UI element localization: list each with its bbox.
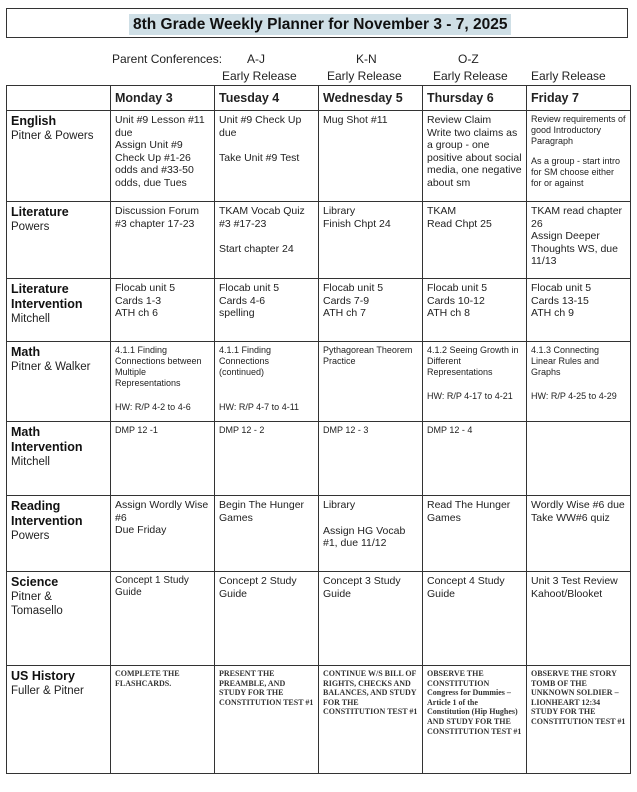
day-cell: [111, 496, 215, 572]
cell-text: Discussion Forum #3 chapter 17-23: [115, 205, 200, 230]
day-cell: [423, 496, 527, 572]
day-cell: [423, 111, 527, 202]
cell-text: Pythagorean Theorem Practice: [323, 345, 413, 366]
cell-text: Concept 3 Study Guide: [323, 575, 401, 600]
subject-teacher: Fuller & Pitner: [11, 685, 84, 697]
day-cell: [215, 202, 319, 279]
day-cell: [215, 342, 319, 422]
cell-text: Flocab unit 5 Cards 7-9 ATH ch 7: [323, 282, 384, 320]
subject-row-math: [7, 342, 631, 422]
subject-name: US History: [11, 669, 75, 683]
cell-text: Concept 1 Study Guide: [115, 575, 189, 598]
early-release-wednesday: Early Release: [327, 69, 402, 83]
header-row: [7, 86, 631, 111]
cell-text: Unit 3 Test Review Kahoot/Blooket: [531, 575, 618, 600]
subject-row-us-history: [7, 666, 631, 774]
cell-text: 4.1.1 Finding Connections between Multiple Representations: [115, 345, 202, 388]
day-header-wednesday: Wednesday 5: [319, 86, 423, 111]
day-cell: [215, 572, 319, 666]
conference-group-k-n: K-N: [356, 52, 377, 66]
day-cell: [423, 279, 527, 342]
day-header-friday: Friday 7: [527, 86, 631, 111]
subject-teacher: Mitchell: [11, 313, 50, 325]
subject-name: Science: [11, 575, 59, 589]
day-header-tuesday: Tuesday 4: [215, 86, 319, 111]
day-cell: [319, 279, 423, 342]
cell-text: OBSERVE THE STORY TOMB OF THE UNKNOWN SOLDIER –LIONHEART 12:34 STUDY FOR THE CONSTITUTION TEST #1: [531, 669, 626, 726]
day-cell: [423, 572, 527, 666]
subject-cell: [7, 496, 111, 572]
day-cell: [527, 279, 631, 342]
conference-group-o-z: O-Z: [458, 52, 479, 66]
subject-teacher: Powers: [11, 530, 50, 542]
subject-cell: [7, 666, 111, 774]
day-cell: [215, 111, 319, 202]
cell-text: HW: R/P 4-7 to 4-11: [219, 402, 300, 412]
subject-name: English: [11, 114, 57, 128]
subject-cell: [7, 572, 111, 666]
subject-row-math-intervention: [7, 422, 631, 496]
cell-text: Assign HG Vocab #1, due 11/12: [323, 524, 406, 550]
day-cell: [527, 422, 631, 496]
day-cell: [423, 342, 527, 422]
cell-text: Review requirements of good Introductory Paragraph: [531, 114, 626, 146]
cell-text: OBSERVE THE CONSTITUTION Congress for Dummies – Article 1 of the Constitution (Hip Hughes) AND STUDY FOR THE CONSTITUTION TEST #1: [427, 669, 522, 736]
day-cell: [319, 202, 423, 279]
planner-table: [6, 85, 631, 774]
day-cell: [319, 572, 423, 666]
cell-text: Concept 2 Study Guide: [219, 575, 297, 600]
cell-text: Library Finish Chpt 24: [323, 205, 391, 230]
subject-teacher: Pitner & Powers: [11, 130, 94, 142]
day-cell: [527, 111, 631, 202]
subject-teacher: Pitner & Walker: [11, 361, 91, 373]
cell-text: Review Claim Write two claims as a group - one positive about social media, one negative about sm: [427, 114, 522, 189]
early-release-thursday: Early Release: [433, 69, 508, 83]
day-cell: [527, 342, 631, 422]
day-cell: [319, 666, 423, 774]
day-cell: [111, 111, 215, 202]
cell-text: DMP 12 - 4: [427, 425, 473, 435]
cell-text: TKAM Read Chpt 25: [427, 205, 492, 230]
day-cell: [527, 496, 631, 572]
subject-row-reading-intervention: [7, 496, 631, 572]
cell-text: Flocab unit 5 Cards 10-12 ATH ch 8: [427, 282, 488, 320]
day-cell: [423, 422, 527, 496]
day-cell: [111, 572, 215, 666]
conference-group-a-j: A-J: [247, 52, 265, 66]
subject-name: Literature Intervention: [11, 282, 83, 311]
subject-name: Math Intervention: [11, 425, 83, 454]
header-corner: [7, 86, 111, 111]
cell-text: HW: R/P 4-2 to 4-6: [115, 402, 191, 412]
subject-cell: [7, 279, 111, 342]
cell-text: DMP 12 - 3: [323, 425, 369, 435]
cell-text: TKAM Vocab Quiz #3 #17-23: [219, 205, 305, 230]
cell-text: Mug Shot #11: [323, 114, 388, 126]
day-cell: [111, 666, 215, 774]
cell-text: Flocab unit 5 Cards 13-15 ATH ch 9: [531, 282, 592, 320]
day-header-thursday: Thursday 6: [423, 86, 527, 111]
cell-text: Start chapter 24: [219, 243, 294, 256]
cell-text: HW: R/P 4-25 to 4-29: [531, 391, 617, 401]
day-cell: [423, 666, 527, 774]
cell-text: DMP 12 - 2: [219, 425, 265, 435]
cell-text: Concept 4 Study Guide: [427, 575, 505, 600]
day-cell: [111, 202, 215, 279]
cell-text: Read The Hunger Games: [427, 499, 511, 524]
cell-text: HW: R/P 4-17 to 4-21: [427, 391, 513, 401]
day-cell: [423, 202, 527, 279]
subject-teacher: Pitner & Tomasello: [11, 591, 63, 617]
cell-text: Flocab unit 5 Cards 4-6 spelling: [219, 282, 280, 320]
cell-text: As a group - start intro for SM choose either for or against: [531, 156, 621, 188]
cell-text: Unit #9 Lesson #11 due Assign Unit #9 Check Up #1-26 odds and #33-50 odds, due Tues: [115, 114, 205, 189]
day-cell: [215, 496, 319, 572]
cell-text: COMPLETE THE FLASHCARDS.: [115, 669, 180, 688]
day-cell: [215, 666, 319, 774]
early-release-friday: Early Release: [531, 69, 606, 83]
cell-text: Take Unit #9 Test: [219, 152, 300, 165]
subject-cell: [7, 422, 111, 496]
day-header-monday: Monday 3: [111, 86, 215, 111]
day-cell: [215, 279, 319, 342]
cell-text: 4.1.3 Connecting Linear Rules and Graphs: [531, 345, 600, 377]
subject-teacher: Powers: [11, 221, 50, 233]
day-cell: [319, 496, 423, 572]
subject-name: Reading Intervention: [11, 499, 83, 528]
cell-text: TKAM read chapter 26 Assign Deeper Thoughts WS, due 11/13: [531, 205, 623, 268]
subject-row-literature-intervention: [7, 279, 631, 342]
cell-text: Flocab unit 5 Cards 1-3 ATH ch 6: [115, 282, 176, 320]
subject-row-english: [7, 111, 631, 202]
day-cell: [215, 422, 319, 496]
day-cell: [319, 422, 423, 496]
cell-text: Unit #9 Check Up due: [219, 114, 302, 139]
day-cell: [527, 572, 631, 666]
subject-cell: [7, 111, 111, 202]
subject-teacher: Mitchell: [11, 456, 50, 468]
subject-row-literature: [7, 202, 631, 279]
day-cell: [527, 666, 631, 774]
parent-conferences-label: Parent Conferences:: [112, 52, 223, 66]
page-title: 8th Grade Weekly Planner for November 3 - 7, 2025: [129, 14, 511, 35]
day-cell: [527, 202, 631, 279]
cell-text: CONTINUE W/S BILL OF RIGHTS, CHECKS AND BALANCES, AND STUDY FOR THE CONSTITUTION TEST #1: [323, 669, 418, 717]
cell-text: Wordly Wise #6 due Take WW#6 quiz: [531, 499, 625, 524]
cell-text: Assign Wordly Wise #6 Due Friday: [115, 499, 209, 537]
cell-text: 4.1.2 Seeing Growth in Different Representations: [427, 345, 519, 377]
cell-text: PRESENT THE PREAMBLE, AND STUDY FOR THE CONSTITUTION TEST #1: [219, 669, 314, 707]
cell-text: 4.1.1 Finding Connections (continued): [219, 345, 272, 377]
day-cell: [111, 279, 215, 342]
cell-text: DMP 12 -1: [115, 425, 158, 435]
day-cell: [319, 342, 423, 422]
day-cell: [111, 342, 215, 422]
cell-text: Begin The Hunger Games: [219, 499, 305, 524]
subject-cell: [7, 202, 111, 279]
subject-name: Literature: [11, 205, 69, 219]
cell-text: Library: [323, 499, 356, 511]
subject-row-science: [7, 572, 631, 666]
early-release-tuesday: Early Release: [222, 69, 297, 83]
day-cell: [111, 422, 215, 496]
subject-name: Math: [11, 345, 41, 359]
title-box: [6, 8, 628, 38]
day-cell: [319, 111, 423, 202]
subject-cell: [7, 342, 111, 422]
